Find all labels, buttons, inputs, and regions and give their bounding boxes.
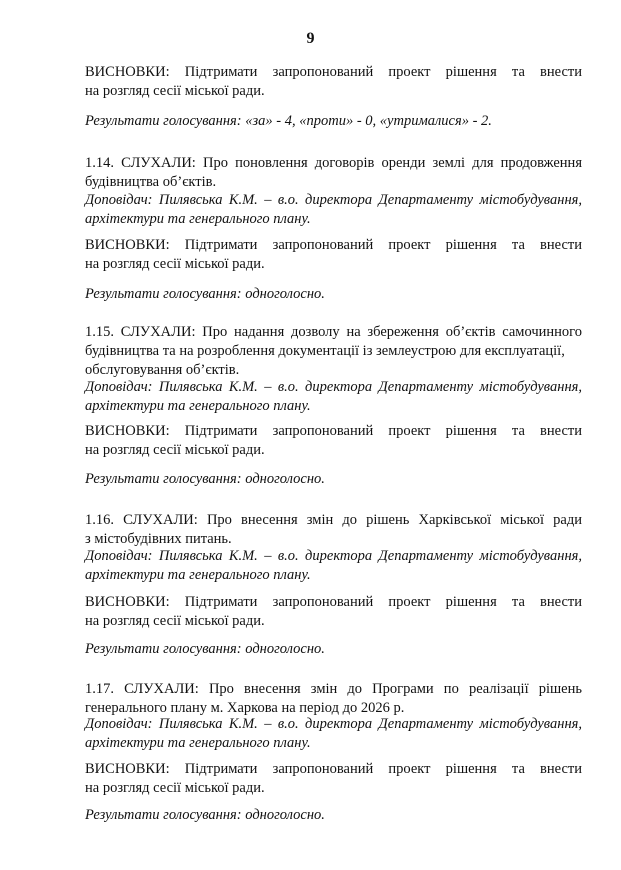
conclusions-line-2: на розгляд сесії міської ради. (85, 83, 265, 99)
voting-label: Результати голосування: (85, 113, 242, 129)
conclusions-text: Підтримати запропонований проект рішення та внести (184, 237, 582, 253)
speaker-line-1 (85, 378, 582, 397)
conclusions-label: ВИСНОВКИ: (85, 594, 170, 610)
voting-results (85, 640, 582, 659)
heard-line-2: будівництва об’єктів. (85, 174, 217, 190)
page-number: 9 (306, 30, 315, 47)
conclusions-paragraph (85, 760, 582, 798)
heard-line-2: з містобудівних питань. (85, 531, 232, 547)
conclusions-text: Підтримати запропонований проект рішення та внести (184, 594, 582, 610)
conclusions-label: ВИСНОВКИ: (85, 237, 170, 253)
speaker-label: Доповідач: (85, 548, 153, 564)
conclusions-paragraph (85, 63, 582, 101)
voting-text: одноголосно. (245, 471, 325, 487)
conclusions-line-1 (85, 236, 582, 255)
heard-text: Про внесення змін до рішень Харківської міської ради (206, 512, 582, 528)
heard-line-1 (85, 154, 582, 173)
voting-text: одноголосно. (245, 641, 325, 657)
conclusions-line-1 (85, 422, 582, 441)
speaker-paragraph (85, 715, 582, 753)
voting-results (85, 806, 582, 825)
speaker-paragraph (85, 191, 582, 229)
heard-line-1 (85, 511, 582, 530)
heard-line-2: будівництва та на розроблення документації із землеустрою для експлуатації, (85, 343, 565, 359)
voting-label: Результати голосування: (85, 641, 242, 657)
conclusions-text: Підтримати запропонований проект рішення та внести (184, 761, 582, 777)
speaker-text: Пилявська К.М. – в.о. директора Департаменту містобудування, (158, 192, 583, 208)
heard-paragraph-1-15 (85, 323, 582, 380)
conclusions-label: ВИСНОВКИ: (85, 64, 170, 80)
speaker-line-2: архітектури та генерального плану. (85, 211, 311, 227)
speaker-text: Пилявська К.М. – в.о. директора Департаменту містобудування, (158, 379, 583, 395)
voting-text: «за» - 4, «проти» - 0, «утрималися» - 2. (245, 113, 492, 129)
heard-paragraph-1-16 (85, 511, 582, 549)
voting-label: Результати голосування: (85, 807, 242, 823)
heard-label: 1.15. СЛУХАЛИ: (85, 324, 196, 340)
voting-results (85, 112, 582, 131)
conclusions-line-1 (85, 760, 582, 779)
heard-line-3: обслуговування об’єктів. (85, 362, 240, 378)
speaker-text: Пилявська К.М. – в.о. директора Департаменту містобудування, (158, 548, 583, 564)
conclusions-line-2: на розгляд сесії міської ради. (85, 256, 265, 272)
heard-label: 1.16. СЛУХАЛИ: (85, 512, 198, 528)
speaker-text: Пилявська К.М. – в.о. директора Департаменту містобудування, (158, 716, 583, 732)
speaker-line-2: архітектури та генерального плану. (85, 398, 311, 414)
heard-line-1 (85, 323, 582, 342)
speaker-paragraph (85, 378, 582, 416)
heard-label: 1.17. СЛУХАЛИ: (85, 681, 199, 697)
heard-paragraph-1-14 (85, 154, 582, 192)
heard-text: Про поновлення договорів оренди землі для продовження (202, 155, 582, 171)
heard-line-1 (85, 680, 582, 699)
heard-line-2: генерального плану м. Харкова на період до 2026 р. (85, 700, 405, 716)
heard-text: Про надання дозволу на збереження об’єктів самочинного (202, 324, 582, 340)
heard-paragraph-1-17 (85, 680, 582, 718)
speaker-line-2: архітектури та генерального плану. (85, 735, 311, 751)
speaker-paragraph (85, 547, 582, 585)
voting-results (85, 470, 582, 489)
conclusions-line-1 (85, 593, 582, 612)
conclusions-line-2: на розгляд сесії міської ради. (85, 613, 265, 629)
speaker-line-1 (85, 191, 582, 210)
voting-text: одноголосно. (245, 286, 325, 302)
conclusions-paragraph (85, 422, 582, 460)
voting-text: одноголосно. (245, 807, 325, 823)
conclusions-text: Підтримати запропонований проект рішення та внести (184, 423, 582, 439)
speaker-label: Доповідач: (85, 716, 153, 732)
conclusions-line-2: на розгляд сесії міської ради. (85, 780, 265, 796)
conclusions-label: ВИСНОВКИ: (85, 761, 170, 777)
conclusions-line-2: на розгляд сесії міської ради. (85, 442, 265, 458)
heard-label: 1.14. СЛУХАЛИ: (85, 155, 196, 171)
conclusions-line-1 (85, 63, 582, 82)
speaker-line-1 (85, 547, 582, 566)
speaker-label: Доповідач: (85, 379, 153, 395)
voting-results (85, 285, 582, 304)
conclusions-text: Підтримати запропонований проект рішення та внести (184, 64, 582, 80)
speaker-line-1 (85, 715, 582, 734)
conclusions-label: ВИСНОВКИ: (85, 423, 170, 439)
conclusions-paragraph (85, 593, 582, 631)
voting-label: Результати голосування: (85, 471, 242, 487)
heard-text: Про внесення змін до Програми по реалізації рішень (208, 681, 582, 697)
speaker-line-2: архітектури та генерального плану. (85, 567, 311, 583)
conclusions-paragraph (85, 236, 582, 274)
voting-label: Результати голосування: (85, 286, 242, 302)
speaker-label: Доповідач: (85, 192, 153, 208)
